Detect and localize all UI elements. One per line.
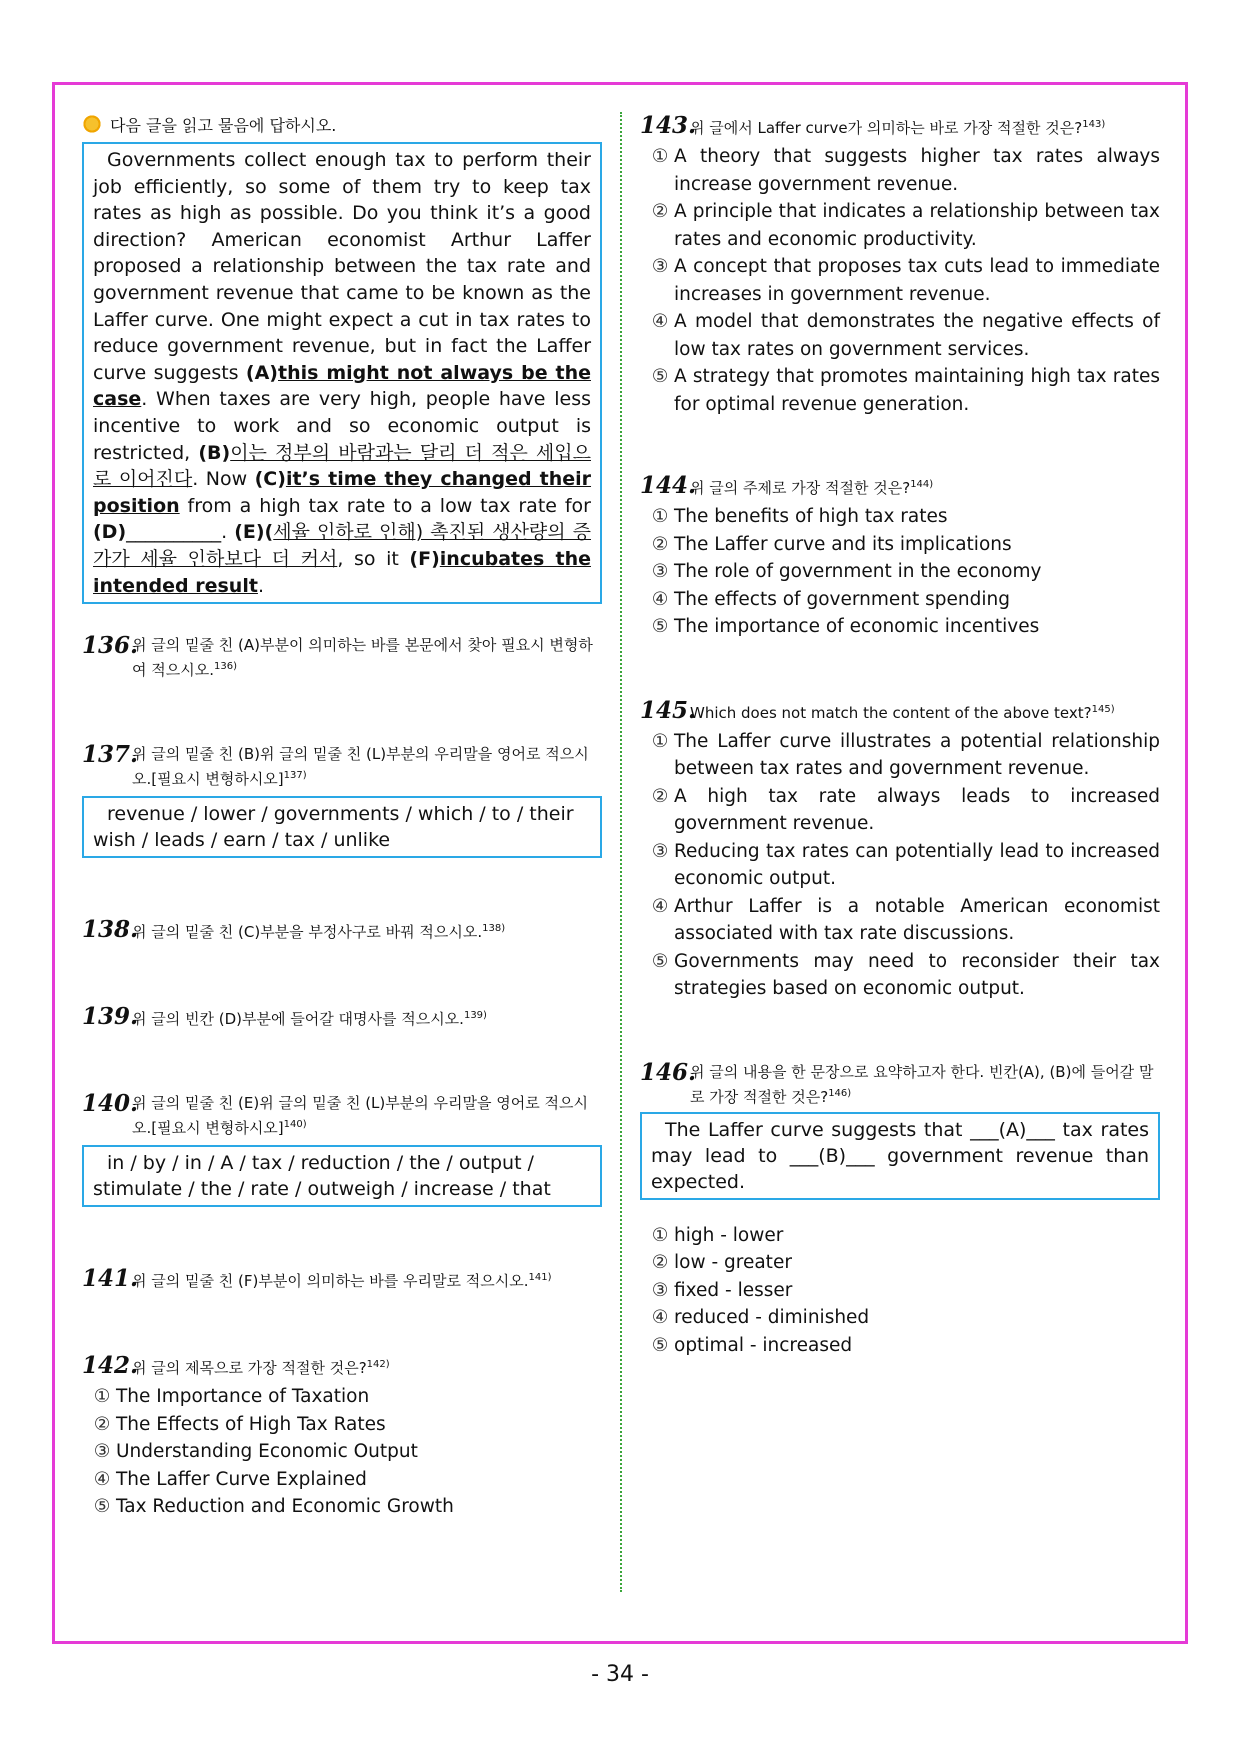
option-text: low - greater (674, 1252, 792, 1273)
option-text: Governments may need to reconsider their tax strategies based on economic output. (674, 950, 1160, 999)
option-text: high - lower (674, 1224, 784, 1246)
option-4[interactable] (640, 586, 1160, 614)
option-marker: ② (651, 1252, 669, 1273)
instruction (82, 110, 602, 138)
option-1[interactable] (640, 728, 1160, 783)
question-136: 136. 위 글의 밑줄 친 (A)부분이 의미하는 바를 본문에서 찾아 필요시 변형하여 적으시오.$^{136)}$ (82, 632, 593, 680)
option-text: The importance of economic incentives (674, 616, 1040, 637)
marker-c: (C) (254, 468, 286, 491)
option-text: A high tax rate always leads to increased government revenue. (674, 785, 1160, 834)
option-2[interactable] (640, 783, 1160, 838)
option-marker: ② (651, 785, 669, 807)
option-text: The role of government in the economy (674, 561, 1042, 582)
option-1[interactable] (640, 1222, 1160, 1250)
option-5[interactable] (82, 1493, 602, 1521)
marker-f: (F) (409, 547, 440, 570)
option-2[interactable] (640, 1249, 1160, 1277)
option-4[interactable] (640, 893, 1160, 948)
option-3[interactable] (640, 253, 1160, 308)
underlined-a: this might not always be the case (93, 361, 591, 411)
option-text: The effects of government spending (674, 588, 1010, 610)
option-text: Arthur Laffer is a notable American economist associated with tax rate discussions. (674, 895, 1160, 944)
option-marker: ③ (651, 840, 669, 862)
question-137: 137. 위 글의 밑줄 친 (B)위 글의 밑줄 친 (L)부분의 우리말을 영어로 적으시오.[필요시 변형하시오]$^{137)}$ (82, 741, 589, 789)
option-3[interactable] (82, 1438, 602, 1466)
option-text: Understanding Economic Output (116, 1441, 418, 1463)
option-2[interactable] (82, 1411, 602, 1439)
word-bank-137: revenue / lower / governments / which / to / their wish / leads / earn / tax / unlike (82, 796, 602, 858)
question-145: 145. Which does not match the content of the above text?$^{145)}$ (640, 696, 1115, 724)
option-marker: ④ (651, 895, 669, 917)
marker-a: (A) (245, 361, 278, 384)
option-marker: ③ (651, 256, 669, 277)
option-marker: ② (651, 533, 669, 555)
option-text: A model that demonstrates the negative effects of low tax rates on government services. (674, 311, 1160, 360)
option-text: The Effects of High Tax Rates (116, 1413, 386, 1435)
option-4[interactable] (82, 1466, 602, 1494)
option-4[interactable] (640, 1304, 1160, 1332)
option-4[interactable] (640, 308, 1160, 363)
option-1[interactable] (640, 503, 1160, 531)
option-marker: ① (651, 730, 669, 752)
summary-box-146: The Laffer curve suggests that ___(A)___ tax rates may lead to ___(B)___ government revenue than expected. (640, 1112, 1160, 1200)
question-143: 143. 위 글에서 Laffer curve가 의미하는 바로 가장 적절한 것은?$^{143)}$ (640, 112, 1106, 139)
underlined-e: 세율 인하로 인해) 촉진된 생산량의 증가가 세율 인하보다 더 커서 (93, 521, 591, 570)
option-marker: ⑤ (651, 950, 669, 972)
option-text: A theory that suggests higher tax rates always increase government revenue. (674, 146, 1160, 195)
option-marker: ① (651, 146, 669, 167)
option-text: optimal - increased (674, 1334, 853, 1356)
options-145 (640, 728, 1160, 1003)
question-138: 138. 위 글의 밑줄 친 (C)부분을 부정사구로 바꿔 적으시오.$^{138)}$ (82, 916, 506, 944)
option-3[interactable] (640, 558, 1160, 586)
option-text: The Laffer curve and its implications (674, 533, 1012, 555)
question-141: 141. 위 글의 밑줄 친 (F)부분이 의미하는 바를 우리말로 적으시오.$^{141)}$ (82, 1265, 552, 1293)
option-text: The Laffer curve illustrates a potential relationship between tax rates and government revenue. (674, 730, 1160, 779)
options-143 (640, 143, 1160, 418)
option-text: fixed - lesser (674, 1279, 793, 1301)
option-marker: ⑤ (651, 366, 669, 387)
option-text: Tax Reduction and Economic Growth (116, 1496, 454, 1518)
page-number: - 34 - (591, 1662, 649, 1687)
marker-b: (B) (198, 441, 231, 464)
options-142 (82, 1383, 602, 1521)
option-marker: ③ (651, 561, 669, 582)
option-text: The benefits of high tax rates (674, 506, 948, 527)
underlined-b: 이는 정부의 바람과는 달리 더 적은 세입으로 이어진다 (93, 441, 591, 491)
question-142: 142. 위 글의 제목으로 가장 적절한 것은?$^{142)}$ (82, 1352, 390, 1380)
option-3[interactable] (640, 1277, 1160, 1305)
instruction-text: 다음 글을 읽고 물음에 답하시오. (110, 115, 337, 135)
option-2[interactable] (640, 531, 1160, 559)
option-text: A strategy that promotes maintaining high tax rates for optimal revenue generation. (674, 366, 1160, 415)
option-text: The Laffer Curve Explained (116, 1468, 367, 1490)
blank-d: __________ (126, 521, 222, 544)
marker-e: (E)( (234, 521, 274, 544)
option-text: A concept that proposes tax cuts lead to immediate increases in government revenue. (674, 256, 1160, 305)
option-text: Reducing tax rates can potentially lead to increased economic output. (674, 840, 1160, 889)
options-146 (640, 1222, 1160, 1360)
option-marker: ④ (651, 1307, 669, 1328)
option-marker: ④ (651, 311, 669, 332)
option-marker: ⑤ (93, 1496, 111, 1518)
option-1[interactable] (640, 143, 1160, 198)
option-text: reduced - diminished (674, 1307, 870, 1328)
option-marker: ② (93, 1413, 111, 1435)
left-column (82, 110, 602, 1521)
question-146: 146. 위 글의 내용을 한 문장으로 요약하고자 한다. 빈칸(A), (B)에 들어갈 말로 가장 적절한 것은?$^{146)}$ (640, 1058, 1154, 1106)
sun-icon (82, 114, 102, 134)
column-divider (620, 112, 622, 1592)
option-marker: ① (651, 1224, 669, 1246)
question-139: 139. 위 글의 빈칸 (D)부분에 들어갈 대명사를 적으시오.$^{139)}$ (82, 1003, 487, 1031)
option-marker: ② (651, 201, 669, 222)
question-140: 140. 위 글의 밑줄 친 (E)위 글의 밑줄 친 (L)부분의 우리말을 영어로 적으시오.[필요시 변형하시오]$^{140)}$ (82, 1090, 588, 1138)
question-144: 144. 위 글의 주제로 가장 적절한 것은?$^{144)}$ (640, 472, 934, 499)
option-marker: ⑤ (651, 616, 669, 637)
option-5[interactable] (640, 1332, 1160, 1360)
option-marker: ① (93, 1386, 111, 1408)
option-5[interactable] (640, 613, 1160, 641)
option-text: A principle that indicates a relationship between tax rates and economic productivity. (674, 201, 1160, 250)
option-3[interactable] (640, 838, 1160, 893)
marker-d: (D) (93, 521, 127, 544)
reading-passage: Governments collect enough tax to perform their job efficiently, so some of them try to keep tax rates as high as possible. Do you think it’s a good direction? American economist Arthur Laffer proposed a relationship between the tax rate and government revenue that came to be known as the Laffer curve. One might expect a cut in tax rates to reduce government revenue, but in fact the Laffer curve suggests (A)this might not always be the case. When taxes are very high, people have less incentive to work and so economic output is restricted, (B)이는 정부의 바람과는 달리 더 적은 세입으로 이어진다. Now (C)it’s time they changed their position from a high tax rate to a low tax rate for (D)__________. (E)(세율 인하로 인해) 촉진된 생산량의 증가가 세율 인하보다 더 커서, so it (F)incubates the intended result. (82, 142, 602, 604)
options-144 (640, 503, 1160, 641)
option-5[interactable] (640, 948, 1160, 1003)
option-marker: ③ (651, 1279, 669, 1301)
option-2[interactable] (640, 198, 1160, 253)
underlined-f: incubates the intended result (93, 547, 591, 597)
option-5[interactable] (640, 363, 1160, 418)
option-marker: ⑤ (651, 1334, 669, 1356)
option-marker: ③ (93, 1441, 111, 1463)
option-marker: ④ (93, 1468, 111, 1490)
option-1[interactable] (82, 1383, 602, 1411)
option-marker: ④ (651, 588, 669, 610)
option-marker: ① (651, 506, 669, 527)
underlined-c: it’s time they changed their position (93, 468, 592, 517)
word-bank-140: in / by / in / A / tax / reduction / the / output / stimulate / the / rate / outweigh / increase / that (82, 1145, 602, 1207)
right-column (640, 110, 1160, 1359)
option-text: The Importance of Taxation (116, 1386, 370, 1408)
